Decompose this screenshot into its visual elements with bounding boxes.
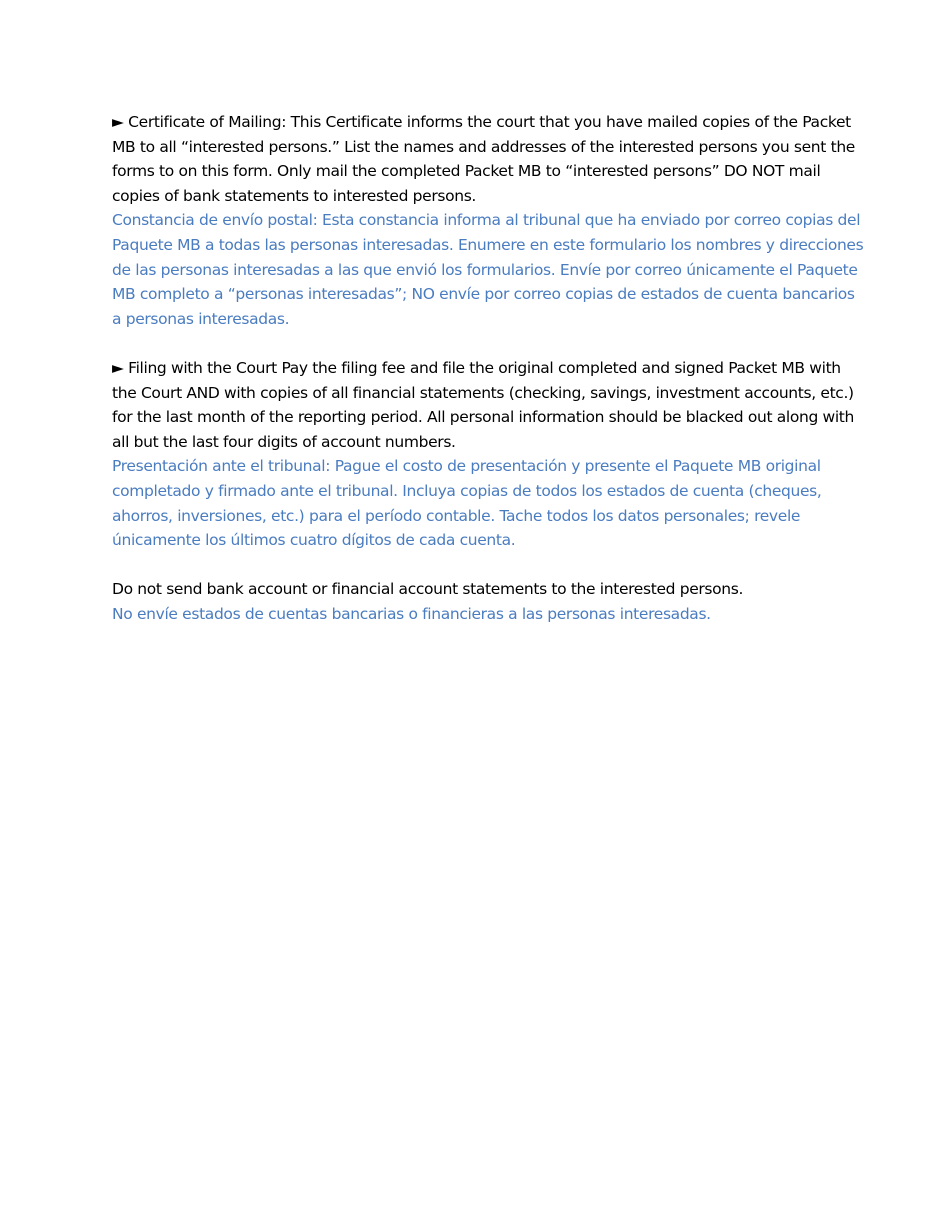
closing-note-en: Do not send bank account or financial account statements to the interested persons. <box>112 580 744 599</box>
bullet-arrow-icon: ► <box>112 358 124 377</box>
constancia-body: Esta constancia informa al tribunal que ha enviado por correo copias del Paquete MB a todas las personas interesadas. Enumere en este formulario los nombres y direcciones de las personas interesadas a las que envió los formularios. Envíe por correo únicamente el Paquete MB completo a “personas interesadas”; NO envíe por correo copias de estados de cuenta bancarios a personas interesadas. <box>112 211 864 328</box>
closing-section <box>112 577 864 626</box>
bullet-arrow-icon: ► <box>112 113 124 131</box>
constancia-heading: Constancia de envío postal: <box>112 211 318 230</box>
certificate-of-mailing-en <box>112 110 864 208</box>
instructions-page <box>112 110 864 651</box>
presentacion-body: Pague el costo de presentación y presente el Paquete MB original completado y firmado ante el tribunal. Incluya copias de todos los estados de cuenta (cheques, ahorros, inversiones, etc.) para el período contable. Tache todos los datos personales; revele únicamente los últimos cuatro dígitos de cada cuenta. <box>112 457 822 550</box>
filing-with-court-en <box>112 356 864 454</box>
certificate-of-mailing-es <box>112 208 864 331</box>
certificate-of-mailing-section <box>112 110 864 331</box>
filing-with-court-section <box>112 356 864 553</box>
certificate-of-mailing-body: This Certificate informs the court that you have mailed copies of the Packet MB to all “interested persons.” List the names and addresses of the interested persons you sent the forms to on this form. Only mail the completed Packet MB to “interested persons” DO NOT mail copies of bank statements to interested persons. <box>112 113 855 205</box>
certificate-of-mailing-heading: Certificate of Mailing: <box>128 113 287 131</box>
filing-with-court-es <box>112 454 864 552</box>
filing-with-court-body: Pay the filing fee and file the original completed and signed Packet MB with the Court AND with copies of all financial statements (checking, savings, investment accounts, etc.) for the last month of the reporting period. All personal information should be blacked out along with all but the last four digits of account numbers. <box>112 358 855 451</box>
closing-note-es: No envíe estados de cuentas bancarias o financieras a las personas interesadas. <box>112 604 711 623</box>
presentacion-heading: Presentación ante el tribunal: <box>112 457 331 476</box>
filing-with-court-heading: Filing with the Court <box>128 358 277 377</box>
